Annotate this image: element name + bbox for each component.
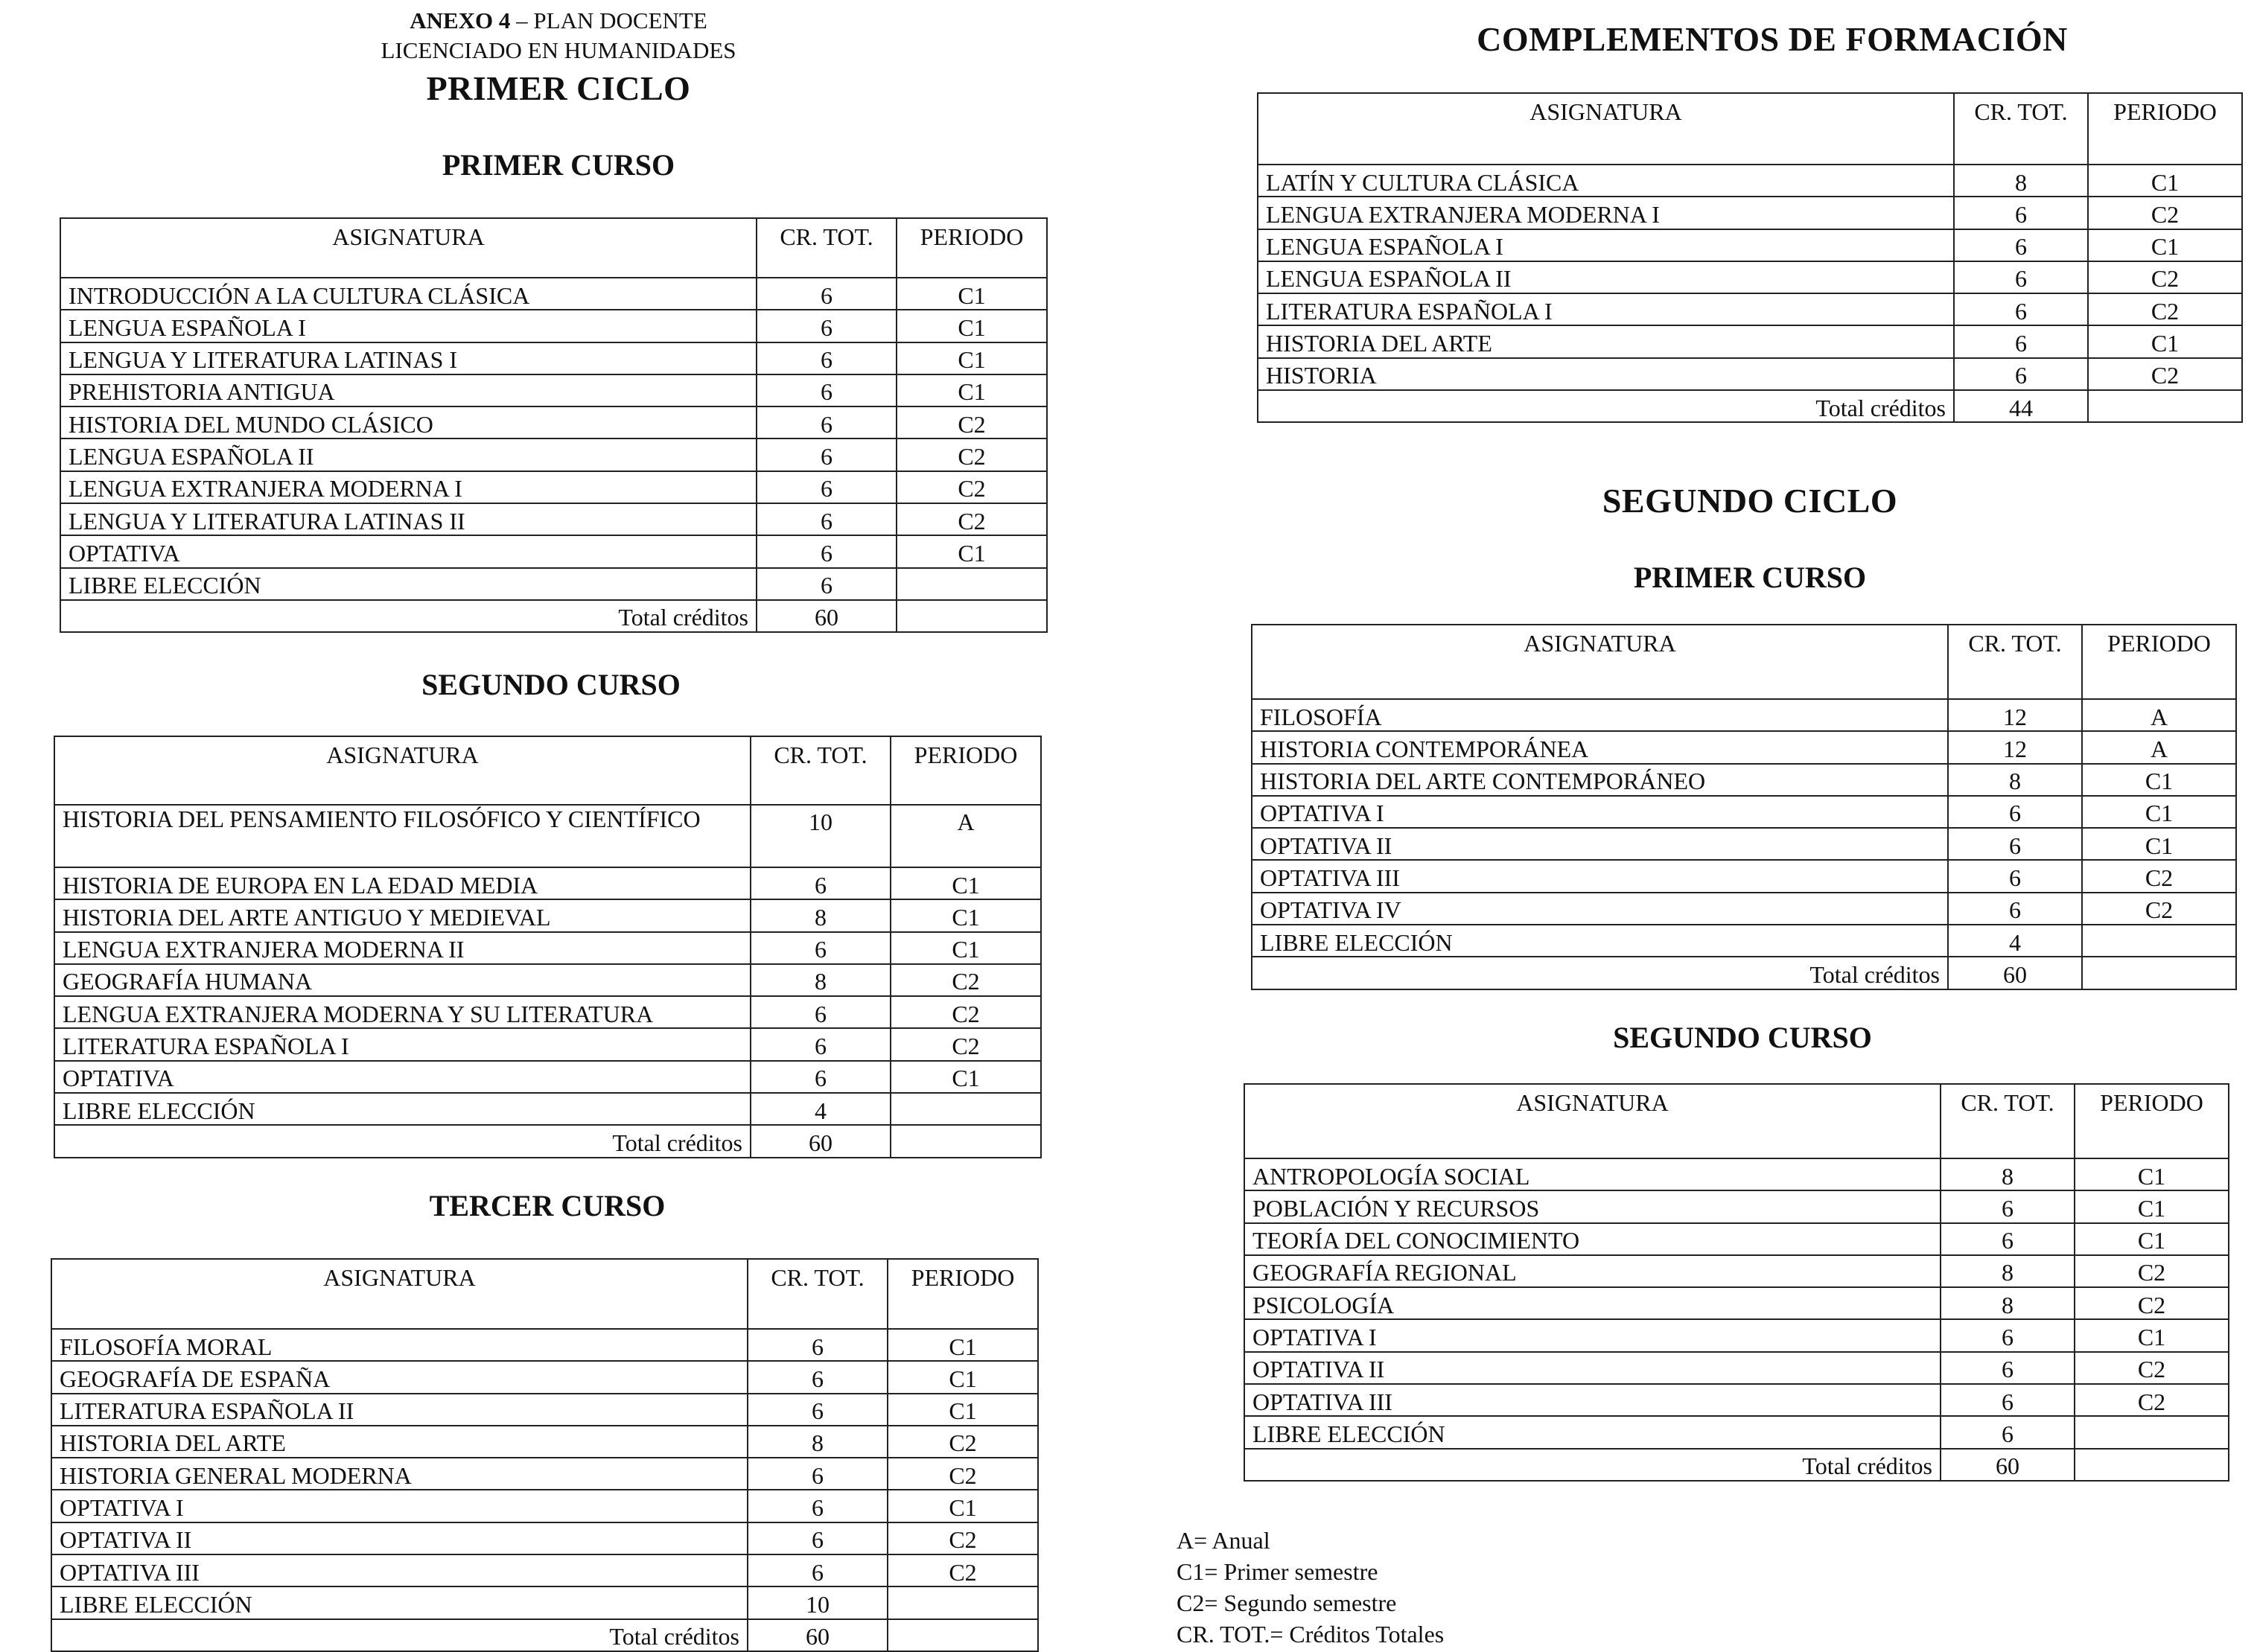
subject-cell: POBLACIÓN Y RECURSOS	[1244, 1190, 1941, 1222]
complementos-title: COMPLEMENTOS DE FORMACIÓN	[1477, 20, 2068, 58]
subject-cell: PREHISTORIA ANTIGUA	[60, 374, 757, 406]
subject-cell: HISTORIA GENERAL MODERNA	[51, 1458, 748, 1490]
subject-cell: INTRODUCCIÓN A LA CULTURA CLÁSICA	[60, 278, 757, 310]
column-header-credits: CR. TOT.	[1941, 1084, 2075, 1158]
column-header-credits: CR. TOT.	[757, 218, 897, 278]
credits-cell: 6	[748, 1554, 888, 1586]
degree-line: LICENCIADO EN HUMANIDADES	[381, 37, 736, 63]
credits-cell: 12	[1948, 731, 2082, 763]
period-cell: C2	[2088, 293, 2242, 325]
table-header-row	[1252, 625, 2236, 699]
subject-cell: OPTATIVA III	[51, 1554, 748, 1586]
subject-cell: LIBRE ELECCIÓN	[60, 568, 757, 600]
period-cell: C1	[2082, 828, 2236, 860]
total-credits: 60	[748, 1619, 888, 1651]
subject-cell: HISTORIA DEL MUNDO CLÁSICO	[60, 406, 757, 438]
subject-cell: HISTORIA DE EUROPA EN LA EDAD MEDIA	[54, 867, 751, 899]
subject-cell: OPTATIVA III	[1252, 860, 1948, 892]
subject-cell: OPTATIVA	[54, 1061, 751, 1093]
total-credits: 44	[1954, 390, 2088, 422]
total-row	[54, 1125, 1041, 1157]
table-header-row	[1258, 93, 2242, 165]
table-row	[1258, 229, 2242, 261]
table-row	[1244, 1319, 2229, 1351]
table-row	[1258, 325, 2242, 357]
period-cell: C1	[897, 310, 1047, 342]
table-row	[54, 996, 1041, 1028]
subject-cell: LENGUA EXTRANJERA MODERNA I	[1258, 197, 1954, 229]
credits-cell: 6	[1948, 893, 2082, 925]
table-row	[60, 342, 1047, 374]
period-cell: A	[891, 805, 1041, 867]
document-header	[328, 6, 789, 66]
credits-cell: 6	[1948, 796, 2082, 828]
subject-cell: OPTATIVA I	[51, 1490, 748, 1522]
credits-cell: 6	[1954, 197, 2088, 229]
subject-cell: TEORÍA DEL CONOCIMIENTO	[1244, 1223, 1941, 1255]
total-period-empty	[897, 600, 1047, 632]
column-header-credits: CR. TOT.	[1954, 93, 2088, 165]
section-title-sc-segundo-curso: SEGUNDO CURSO	[1613, 1021, 1872, 1054]
credits-cell: 4	[1948, 925, 2082, 957]
table-complementos	[1257, 92, 2243, 423]
table-sc-segundo-curso	[1244, 1083, 2229, 1482]
period-cell: C1	[2075, 1319, 2229, 1351]
credits-cell: 6	[1941, 1416, 2075, 1448]
period-cell: C1	[891, 932, 1041, 964]
period-cell: C1	[2088, 165, 2242, 197]
column-header-subject: ASIGNATURA	[51, 1259, 748, 1329]
credits-cell: 8	[1948, 764, 2082, 796]
subject-cell: LITERATURA ESPAÑOLA I	[1258, 293, 1954, 325]
credits-cell: 6	[1941, 1319, 2075, 1351]
credits-cell: 6	[748, 1490, 888, 1522]
column-header-period: PERIODO	[897, 218, 1047, 278]
period-cell: C1	[2082, 764, 2236, 796]
credits-cell: 6	[748, 1522, 888, 1554]
column-header-period: PERIODO	[2082, 625, 2236, 699]
table-row	[51, 1490, 1038, 1522]
credits-cell: 6	[1954, 358, 2088, 390]
total-period-empty	[891, 1125, 1041, 1157]
column-header-subject: ASIGNATURA	[54, 736, 751, 805]
table-row	[54, 1093, 1041, 1125]
table-row	[60, 406, 1047, 438]
credits-cell: 6	[751, 1061, 891, 1093]
table-row	[1258, 197, 2242, 229]
credits-cell: 6	[1948, 828, 2082, 860]
table-row	[51, 1554, 1038, 1586]
table-tercer-curso	[51, 1258, 1039, 1652]
subject-cell: GEOGRAFÍA HUMANA	[54, 964, 751, 996]
period-cell	[888, 1586, 1038, 1618]
subject-cell: OPTATIVA I	[1252, 796, 1948, 828]
total-label: Total créditos	[54, 1125, 751, 1157]
table-row	[1244, 1190, 2229, 1222]
table-row	[51, 1458, 1038, 1490]
credits-cell: 6	[751, 867, 891, 899]
subject-cell: GEOGRAFÍA DE ESPAÑA	[51, 1361, 748, 1393]
section-title-segundo-curso: SEGUNDO CURSO	[421, 668, 681, 701]
table-sc-primer-curso	[1251, 624, 2237, 990]
credits-cell: 6	[757, 406, 897, 438]
subject-cell: LENGUA ESPAÑOLA II	[60, 438, 757, 471]
table-row	[1244, 1255, 2229, 1287]
table-row	[1244, 1287, 2229, 1319]
period-cell: C2	[891, 1028, 1041, 1060]
subject-cell: LIBRE ELECCIÓN	[54, 1093, 751, 1125]
table-row	[54, 932, 1041, 964]
cycle-title-segundo: SEGUNDO CICLO	[1602, 482, 1898, 520]
credits-cell: 10	[751, 805, 891, 867]
subject-cell: LENGUA EXTRANJERA MODERNA I	[60, 471, 757, 503]
subject-cell: OPTATIVA III	[1244, 1384, 1941, 1416]
credits-cell: 6	[757, 471, 897, 503]
period-cell: C1	[2082, 796, 2236, 828]
credits-cell: 6	[748, 1361, 888, 1393]
period-cell: C2	[897, 471, 1047, 503]
table-row	[60, 374, 1047, 406]
period-cell: C2	[888, 1426, 1038, 1458]
table-row	[60, 568, 1047, 600]
subject-cell: OPTATIVA II	[1252, 828, 1948, 860]
period-cell: C1	[897, 342, 1047, 374]
period-cell: C1	[2088, 229, 2242, 261]
total-label: Total créditos	[1258, 390, 1954, 422]
period-cell: C2	[897, 438, 1047, 471]
table-row	[1244, 1223, 2229, 1255]
legend-item: C2= Segundo semestre	[1177, 1589, 1397, 1616]
credits-cell: 6	[1954, 261, 2088, 293]
subject-cell: LIBRE ELECCIÓN	[1252, 925, 1948, 957]
table-row	[51, 1522, 1038, 1554]
subject-cell: HISTORIA DEL ARTE	[51, 1426, 748, 1458]
period-cell: C2	[2075, 1384, 2229, 1416]
table-row	[1244, 1416, 2229, 1448]
subject-cell: GEOGRAFÍA REGIONAL	[1244, 1255, 1941, 1287]
table-row	[1244, 1158, 2229, 1190]
subject-cell: LENGUA EXTRANJERA MODERNA Y SU LITERATURA	[54, 996, 751, 1028]
table-row	[60, 471, 1047, 503]
credits-cell: 6	[751, 1028, 891, 1060]
subject-cell: LENGUA Y LITERATURA LATINAS II	[60, 503, 757, 535]
column-header-credits: CR. TOT.	[1948, 625, 2082, 699]
total-credits: 60	[1948, 957, 2082, 989]
table-row	[51, 1361, 1038, 1393]
subject-cell: OPTATIVA	[60, 535, 757, 567]
table-row	[54, 867, 1041, 899]
credits-cell: 6	[757, 535, 897, 567]
subject-cell: HISTORIA DEL PENSAMIENTO FILOSÓFICO Y CIENTÍFICO	[54, 805, 751, 867]
period-cell: A	[2082, 699, 2236, 731]
period-cell	[891, 1093, 1041, 1125]
column-header-credits: CR. TOT.	[751, 736, 891, 805]
legend-item: C1= Primer semestre	[1177, 1558, 1378, 1585]
credits-cell: 6	[757, 503, 897, 535]
table-segundo-curso	[54, 736, 1042, 1158]
credits-cell: 6	[757, 342, 897, 374]
period-cell: C2	[897, 503, 1047, 535]
column-header-subject: ASIGNATURA	[60, 218, 757, 278]
credits-cell: 6	[748, 1458, 888, 1490]
period-cell	[2075, 1416, 2229, 1448]
period-cell: C1	[891, 867, 1041, 899]
subject-cell: LENGUA EXTRANJERA MODERNA II	[54, 932, 751, 964]
subject-cell: LENGUA ESPAÑOLA I	[60, 310, 757, 342]
period-cell: C2	[2088, 358, 2242, 390]
total-period-empty	[2088, 390, 2242, 422]
subject-cell: LIBRE ELECCIÓN	[1244, 1416, 1941, 1448]
total-label: Total créditos	[1252, 957, 1948, 989]
total-row	[51, 1619, 1038, 1651]
column-header-period: PERIODO	[2088, 93, 2242, 165]
period-cell: C1	[891, 899, 1041, 931]
period-cell: C2	[2075, 1352, 2229, 1384]
credits-cell: 6	[757, 310, 897, 342]
total-period-empty	[2075, 1449, 2229, 1481]
period-cell: C2	[888, 1522, 1038, 1554]
column-header-credits: CR. TOT.	[748, 1259, 888, 1329]
period-cell: C2	[2082, 893, 2236, 925]
table-row	[51, 1394, 1038, 1426]
table-row	[54, 805, 1041, 867]
legend	[1177, 1525, 1444, 1650]
table-primer-curso	[60, 217, 1048, 633]
table-row	[1244, 1352, 2229, 1384]
credits-cell: 6	[757, 374, 897, 406]
legend-item: CR. TOT.= Créditos Totales	[1177, 1621, 1445, 1648]
table-row	[1252, 828, 2236, 860]
table-row	[1244, 1384, 2229, 1416]
table-row	[1258, 293, 2242, 325]
subject-cell: LITERATURA ESPAÑOLA II	[51, 1394, 748, 1426]
table-row	[60, 438, 1047, 471]
credits-cell: 10	[748, 1586, 888, 1618]
total-row	[1244, 1449, 2229, 1481]
table-header-row	[51, 1259, 1038, 1329]
period-cell: C2	[2088, 197, 2242, 229]
table-row	[60, 535, 1047, 567]
subject-cell: HISTORIA	[1258, 358, 1954, 390]
table-row	[54, 964, 1041, 996]
subject-cell: LENGUA Y LITERATURA LATINAS I	[60, 342, 757, 374]
period-cell	[897, 568, 1047, 600]
credits-cell: 8	[1941, 1287, 2075, 1319]
section-title-sc-primer-curso: PRIMER CURSO	[1633, 561, 1867, 594]
period-cell: C1	[2075, 1158, 2229, 1190]
table-row	[1258, 261, 2242, 293]
period-cell: C2	[2075, 1287, 2229, 1319]
column-header-period: PERIODO	[888, 1259, 1038, 1329]
table-row	[51, 1426, 1038, 1458]
anexo-line: ANEXO 4 – PLAN DOCENTE	[410, 7, 707, 34]
subject-cell: HISTORIA DEL ARTE ANTIGUO Y MEDIEVAL	[54, 899, 751, 931]
period-cell: C2	[888, 1458, 1038, 1490]
total-credits: 60	[757, 600, 897, 632]
period-cell: C1	[888, 1329, 1038, 1361]
table-row	[54, 1061, 1041, 1093]
table-header-row	[1244, 1084, 2229, 1158]
total-row	[1252, 957, 2236, 989]
total-label: Total créditos	[1244, 1449, 1941, 1481]
total-period-empty	[2082, 957, 2236, 989]
credits-cell: 8	[748, 1426, 888, 1458]
credits-cell: 6	[751, 996, 891, 1028]
credits-cell: 6	[757, 568, 897, 600]
column-header-subject: ASIGNATURA	[1244, 1084, 1941, 1158]
period-cell: C2	[2075, 1255, 2229, 1287]
subject-cell: LENGUA ESPAÑOLA I	[1258, 229, 1954, 261]
credits-cell: 8	[1941, 1255, 2075, 1287]
column-header-subject: ASIGNATURA	[1252, 625, 1948, 699]
period-cell: C2	[891, 996, 1041, 1028]
table-row	[54, 1028, 1041, 1060]
credits-cell: 12	[1948, 699, 2082, 731]
period-cell: A	[2082, 731, 2236, 763]
credits-cell: 8	[751, 899, 891, 931]
table-row	[51, 1329, 1038, 1361]
table-row	[1258, 358, 2242, 390]
column-header-period: PERIODO	[891, 736, 1041, 805]
total-credits: 60	[1941, 1449, 2075, 1481]
subject-cell: HISTORIA DEL ARTE CONTEMPORÁNEO	[1252, 764, 1948, 796]
table-row	[1252, 731, 2236, 763]
subject-cell: FILOSOFÍA MORAL	[51, 1329, 748, 1361]
period-cell: C1	[888, 1361, 1038, 1393]
subject-cell: LENGUA ESPAÑOLA II	[1258, 261, 1954, 293]
subject-cell: OPTATIVA IV	[1252, 893, 1948, 925]
table-row	[1252, 796, 2236, 828]
table-row	[1252, 925, 2236, 957]
credits-cell: 6	[1954, 325, 2088, 357]
period-cell	[2082, 925, 2236, 957]
subject-cell: OPTATIVA II	[51, 1522, 748, 1554]
column-header-subject: ASIGNATURA	[1258, 93, 1954, 165]
period-cell: C1	[897, 374, 1047, 406]
period-cell: C1	[897, 535, 1047, 567]
credits-cell: 6	[1954, 229, 2088, 261]
total-row	[1258, 390, 2242, 422]
subject-cell: LATÍN Y CULTURA CLÁSICA	[1258, 165, 1954, 197]
credits-cell: 6	[1941, 1190, 2075, 1222]
credits-cell: 6	[1941, 1384, 2075, 1416]
subject-cell: OPTATIVA I	[1244, 1319, 1941, 1351]
table-row	[60, 278, 1047, 310]
table-row	[1252, 860, 2236, 892]
table-row	[1258, 165, 2242, 197]
period-cell: C1	[2088, 325, 2242, 357]
period-cell: C2	[891, 964, 1041, 996]
credits-cell: 6	[1941, 1223, 2075, 1255]
credits-cell: 6	[757, 438, 897, 471]
period-cell: C2	[888, 1554, 1038, 1586]
table-row	[54, 899, 1041, 931]
credits-cell: 6	[1941, 1352, 2075, 1384]
credits-cell: 6	[748, 1329, 888, 1361]
table-row	[51, 1586, 1038, 1618]
subject-cell: LITERATURA ESPAÑOLA I	[54, 1028, 751, 1060]
subject-cell: PSICOLOGÍA	[1244, 1287, 1941, 1319]
period-cell: C1	[891, 1061, 1041, 1093]
credits-cell: 4	[751, 1093, 891, 1125]
credits-cell: 8	[1954, 165, 2088, 197]
subject-cell: OPTATIVA II	[1244, 1352, 1941, 1384]
table-row	[60, 503, 1047, 535]
table-row	[60, 310, 1047, 342]
period-cell: C1	[2075, 1190, 2229, 1222]
cycle-title-primer: PRIMER CICLO	[426, 69, 691, 107]
section-title-tercer-curso: TERCER CURSO	[429, 1189, 666, 1222]
credits-cell: 6	[751, 932, 891, 964]
legend-item: A= Anual	[1177, 1527, 1270, 1554]
credits-cell: 6	[757, 278, 897, 310]
period-cell: C1	[2075, 1223, 2229, 1255]
subject-cell: LIBRE ELECCIÓN	[51, 1586, 748, 1618]
period-cell: C2	[2088, 261, 2242, 293]
table-header-row	[54, 736, 1041, 805]
section-title-primer-curso: PRIMER CURSO	[442, 148, 675, 182]
subject-cell: HISTORIA DEL ARTE	[1258, 325, 1954, 357]
credits-cell: 8	[1941, 1158, 2075, 1190]
period-cell: C1	[888, 1490, 1038, 1522]
credits-cell: 6	[1954, 293, 2088, 325]
period-cell: C1	[897, 278, 1047, 310]
table-row	[1252, 893, 2236, 925]
subject-cell: HISTORIA CONTEMPORÁNEA	[1252, 731, 1948, 763]
period-cell: C1	[888, 1394, 1038, 1426]
total-label: Total créditos	[60, 600, 757, 632]
credits-cell: 6	[1948, 860, 2082, 892]
column-header-period: PERIODO	[2075, 1084, 2229, 1158]
total-period-empty	[888, 1619, 1038, 1651]
subject-cell: FILOSOFÍA	[1252, 699, 1948, 731]
period-cell: C2	[897, 406, 1047, 438]
total-credits: 60	[751, 1125, 891, 1157]
credits-cell: 6	[748, 1394, 888, 1426]
subject-cell: ANTROPOLOGÍA SOCIAL	[1244, 1158, 1941, 1190]
credits-cell: 8	[751, 964, 891, 996]
table-row	[1252, 699, 2236, 731]
table-row	[1252, 764, 2236, 796]
period-cell: C2	[2082, 860, 2236, 892]
total-row	[60, 600, 1047, 632]
table-header-row	[60, 218, 1047, 278]
total-label: Total créditos	[51, 1619, 748, 1651]
